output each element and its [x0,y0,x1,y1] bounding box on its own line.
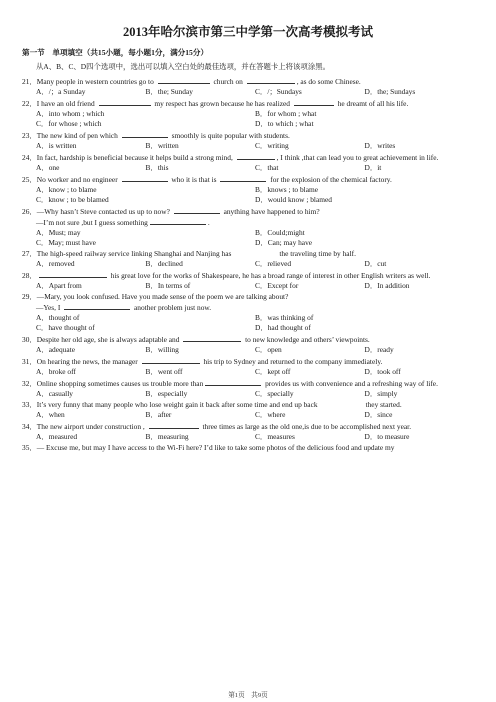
option-c: C．specially [255,389,294,398]
question-text: Despite her old age, she is always adaptable and [36,335,182,344]
options [22,367,474,377]
option-c: C．writing [255,141,289,150]
question-text: his great love for the works of Shakespeare, he has a broad range of interest in other English writers as well. [108,271,431,280]
question-22 [22,98,474,129]
section-heading: 第一节 单项填空（共15小题，每小题1分，满分15分） [22,48,209,57]
question-text: . [207,218,210,227]
option-c: C．for whose ; which [36,119,102,128]
option-b: B．declined [145,259,183,268]
options [22,185,474,205]
option-a: A．one [36,163,60,172]
answer-blank [294,98,334,106]
dialogue-reply: —I’m not sure ,but I guess something [36,218,148,227]
question-number: 21． [22,77,37,86]
question-21 [22,76,474,97]
question-text: who it is that is [169,175,219,184]
question-31 [22,356,474,377]
page-footer: 第1页 共9页 [228,692,268,699]
question-25 [22,174,474,205]
option-b: B．went off [145,367,183,376]
option-a: A．adequate [36,345,75,354]
option-c: C．kept off [255,367,291,376]
options [22,432,474,442]
question-text: he dreamt of all his life. [335,99,409,108]
option-b: B．Could;might [255,228,305,237]
answer-blank [122,130,168,138]
question-text: they started. [365,400,402,409]
option-b: B．measuring [145,432,189,441]
options [22,141,474,151]
question-number: 26． [22,207,37,216]
question-27 [22,249,474,269]
question-text: the traveling time by half. [279,249,356,258]
option-c: C．/；Sundays [255,87,302,96]
options [22,345,474,355]
answer-blank [122,174,168,182]
option-a: A．know ; to blame [36,185,97,194]
options [22,87,474,97]
option-b: B．knows ; to blame [255,185,319,194]
question-text: — Excuse me, but may I have access to the Wi-Fi here? I’d like to take some photos of the delicious food and update my [36,443,395,452]
answer-blank [64,302,130,310]
answer-blank [205,378,261,386]
question-number: 34． [22,422,37,431]
question-text: The new airport under construction , [36,422,147,431]
answer-blank [39,270,107,278]
question-text: Many people in western countries go to [36,77,156,86]
question-26 [22,206,474,248]
question-text: church on [211,77,245,86]
question-text: his trip to Sydney and returned to the company immediately. [201,357,383,366]
option-b: B．this [145,163,169,172]
answer-blank [149,421,199,429]
question-number: 30． [22,335,37,344]
question-text: I have an old friend [36,99,97,108]
answer-blank [247,76,295,84]
options [22,163,474,173]
question-number: 35． [22,443,37,452]
answer-blank [237,152,275,160]
option-b: B．In terms of [145,281,191,290]
answer-blank [174,206,220,214]
answer-blank [150,217,206,225]
option-a: A．into whom ; which [36,109,105,118]
options [22,228,474,248]
option-a: A．when [36,410,65,419]
option-a: A．thought of [36,313,80,322]
exam-title: 2013年哈尔滨市第三中学第一次高考模拟考试 [122,25,373,39]
question-number: 24． [22,153,37,162]
options [22,410,474,420]
question-number: 27． [22,249,37,258]
option-c: C．that [255,163,279,172]
question-text: In fact, hardship is beneficial because it helps build a strong mind, [36,153,235,162]
question-text: for the explosion of the chemical factory. [268,175,392,184]
option-d: D．to which ; what [255,119,314,128]
question-number: 31． [22,357,37,366]
question-number: 23． [22,131,37,140]
option-a: A．broke off [36,367,76,376]
option-c: C．May; must have [36,238,96,247]
option-d: D．writes [364,141,396,150]
options [22,313,474,333]
option-d: D．simply [364,389,398,398]
dialogue-reply: —Yes, I [36,303,63,312]
question-text: , I think ,that can lead you to great achievement in life. [276,153,439,162]
option-c: C．know ; to be blamed [36,195,109,204]
answer-blank [99,98,151,106]
option-a: A．Must; may [36,228,81,237]
question-text: On hearing the news, the manager [36,357,140,366]
question-text: provides us with convenience and a refreshing way of life. [263,379,438,388]
options [22,109,474,129]
option-a: A．Apart from [36,281,82,290]
question-28 [22,270,474,291]
question-text: The high-speed railway service linking Shanghai and Nanjing has [36,249,232,258]
question-35 [22,443,474,453]
question-text: smoothly is quite popular with students. [169,131,290,140]
option-a: A．/；a Sunday [36,87,86,96]
option-d: D．had thought of [255,323,311,332]
option-d: D．since [364,410,393,419]
question-number: 22． [22,99,37,108]
option-b: B．especially [145,389,188,398]
question-number: 28． [22,271,37,280]
option-c: C．measures [255,432,295,441]
question-32 [22,378,474,399]
question-number: 29． [22,292,37,301]
option-b: B．willing [145,345,179,354]
question-33 [22,400,474,420]
answer-blank [220,174,266,182]
question-text: No worker and no engineer [36,175,120,184]
question-24 [22,152,474,173]
question-text: three times as large as the old one,is due to be accomplished next year. [200,422,412,431]
option-a: A．measured [36,432,78,441]
option-b: B．was thinking of [255,313,314,322]
option-d: D．cut [364,259,387,268]
option-a: A．removed [36,259,75,268]
answer-blank [158,76,210,84]
option-c: C．where [255,410,286,419]
option-c: C．Except for [255,281,299,290]
option-d: D．it [364,163,382,172]
option-c: C．open [255,345,282,354]
option-b: B．the; Sunday [145,87,193,96]
instructions: 从A、B、C、D四个选项中，选出可以填入空白处的最佳选项，并在答题卡上将该项涂黑。 [36,62,330,71]
option-c: C．relieved [255,259,292,268]
question-text: another problem just now. [132,303,212,312]
question-text: —Mary, you look confused. Have you made sense of the poem we are talking about? [36,292,289,301]
option-d: D．ready [364,345,394,354]
question-number: 25． [22,175,37,184]
question-34 [22,421,474,442]
question-number: 32． [22,379,37,388]
option-d: D．to measure [364,432,410,441]
question-text: —Why hasn’t Steve contacted us up to now? [36,207,172,216]
option-a: A．is written [36,141,77,150]
option-b: B．written [145,141,179,150]
option-b: B．after [145,410,172,419]
option-d: D．Can; may have [255,238,313,247]
option-d: D．the; Sundays [364,87,416,96]
option-d: D．took off [364,367,401,376]
options [22,259,474,269]
options [22,281,474,291]
question-text: anything have happened to him? [221,207,320,216]
option-d: D．would know ; blamed [255,195,332,204]
options [22,389,474,399]
question-text: Online shopping sometimes causes us trouble more than [36,379,204,388]
question-29 [22,292,474,333]
question-text: The new kind of pen which [36,131,120,140]
option-d: D．In addition [364,281,410,290]
question-text: It’s very funny that many people who lose weight gain it back after some time and end up back [36,400,318,409]
question-30 [22,334,474,355]
question-number: 33． [22,400,37,409]
question-text: , as do some Chinese. [296,77,361,86]
answer-blank [183,334,241,342]
answer-blank [142,356,200,364]
option-c: C．have thought of [36,323,95,332]
option-b: B．for whom ; what [255,109,317,118]
question-23 [22,130,474,151]
option-a: A．casually [36,389,73,398]
question-text: my respect has grown because he has realized [152,99,292,108]
question-text: to new knowledge and others’ viewpoints. [243,335,370,344]
